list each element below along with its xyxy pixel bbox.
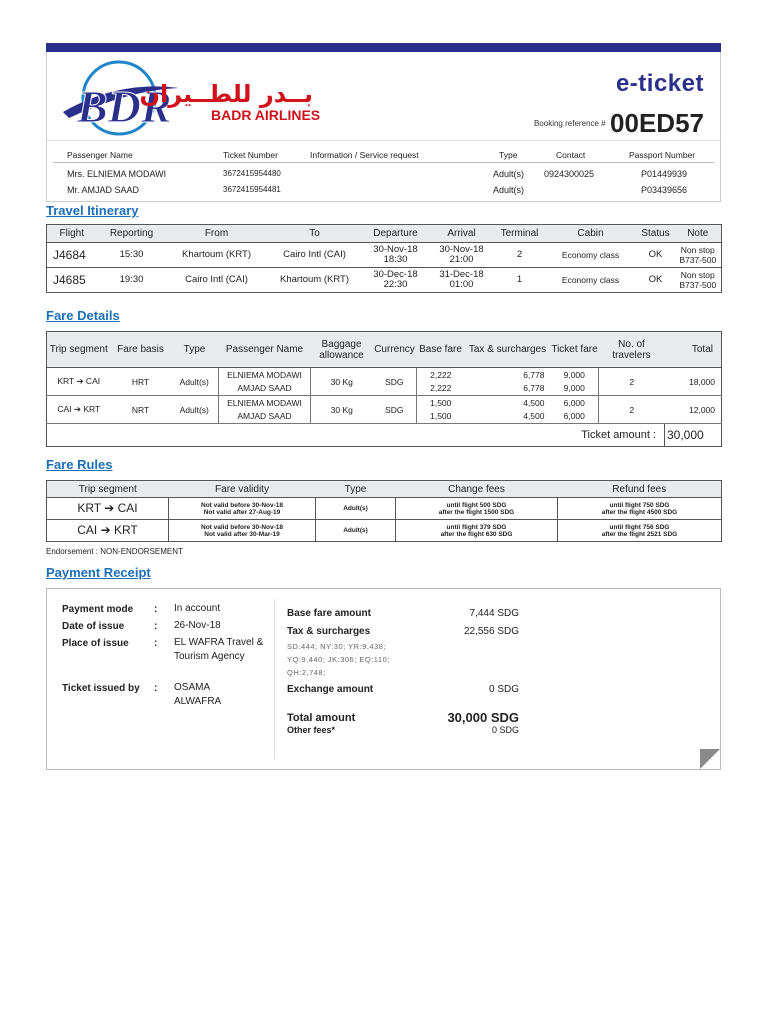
base-fare-amount-value: 7,444 SDG <box>469 608 519 619</box>
ticket-number: 3672415954480 <box>223 169 281 178</box>
passenger-row <box>47 169 720 181</box>
rules-row <box>47 520 722 542</box>
passenger-name: ELNIEMA MODAWI <box>219 368 311 382</box>
terminal: 2 <box>495 243 545 268</box>
refund-fees <box>558 498 722 520</box>
cabin: Economy class <box>545 243 637 268</box>
col-note: Note <box>675 225 722 243</box>
fare-type: Adult(s) <box>171 396 219 424</box>
fare-rules-table <box>46 480 722 542</box>
place-of-issue-value: EL WAFRA Travel & Tourism Agency <box>174 637 264 662</box>
baggage: 30 Kg <box>311 396 373 424</box>
base-fare: 1,500 <box>430 411 452 422</box>
to-airport: Khartoum (KRT) <box>267 268 363 293</box>
fare-rules-heading: Fare Rules <box>46 457 113 472</box>
ticket-amount-row <box>47 424 722 447</box>
col-type: Type <box>316 481 396 498</box>
reporting-time: 15:30 <box>97 243 167 268</box>
travel-itinerary-heading: Travel Itinerary <box>46 203 139 218</box>
fee-line: after the flight 1500 SDG <box>438 508 515 516</box>
passenger-type: Adult(s) <box>493 169 525 179</box>
booking-ref-value: 00ED57 <box>610 108 704 138</box>
fee-line: until flight 379 SDG <box>446 523 507 531</box>
passenger-row <box>47 185 720 197</box>
payment-receipt-box <box>46 588 721 770</box>
col-trip-segment: Trip segment <box>47 481 169 498</box>
base-fare-amount-label: Base fare amount <box>287 608 371 619</box>
change-fees <box>396 520 558 542</box>
booking-reference <box>534 108 704 139</box>
col-fare-validity: Fare validity <box>169 481 316 498</box>
currency: SDG <box>373 396 417 424</box>
passenger-table <box>46 140 721 202</box>
place-of-issue-label: Place of issue <box>62 638 129 649</box>
col-type: Type <box>171 332 219 368</box>
date-of-issue-label: Date of issue <box>62 621 125 632</box>
fare-validity <box>169 520 316 542</box>
exchange-amount-label: Exchange amount <box>287 684 374 695</box>
note-line: Non stop <box>680 270 715 280</box>
itinerary-header-row <box>47 225 722 243</box>
tax-surcharges-label: Tax & surcharges <box>287 626 371 637</box>
arrival <box>429 243 495 268</box>
logo-bdr-text: BDR <box>77 81 172 132</box>
ticket-amount-value: 30,000 <box>665 424 722 447</box>
validity-line: Not valid before 30-Nov-18 <box>201 501 283 509</box>
separator: : <box>154 604 158 615</box>
departure-time: 22:30 <box>383 279 408 290</box>
status: OK <box>637 243 675 268</box>
itinerary-row <box>47 243 722 268</box>
col-contact: Contact <box>556 150 586 160</box>
col-to: To <box>267 225 363 243</box>
page-fold-icon <box>700 749 720 769</box>
terminal: 1 <box>495 268 545 293</box>
fee-line: until flight 756 SDG <box>609 523 670 531</box>
col-ticket-number: Ticket Number <box>223 150 278 160</box>
departure-time: 18:30 <box>383 254 408 265</box>
col-currency: Currency <box>373 332 417 368</box>
tax-breakdown: SD:444; NY:30; YR:9,438; YQ:9,440; JK:306; EQ:110; QH:2,748; <box>287 642 390 677</box>
fare-basis: NRT <box>111 396 171 424</box>
col-total: Total <box>665 332 722 368</box>
validity-line: Not valid after 27-Aug-19 <box>203 508 281 516</box>
rules-header-row <box>47 481 722 498</box>
passenger-table-header <box>47 150 720 162</box>
rule-type: Adult(s) <box>316 498 396 520</box>
exchange-amount-value: 0 SDG <box>488 684 519 695</box>
payment-mode-label: Payment mode <box>62 604 134 615</box>
flight-number: J4684 <box>47 243 97 268</box>
col-ticket-fare: Ticket fare <box>551 332 599 368</box>
arrival-date: 31-Dec-18 <box>439 269 484 280</box>
passenger-name: Mr. AMJAD SAAD <box>67 185 140 195</box>
top-bar <box>46 43 721 52</box>
payment-receipt-heading: Payment Receipt <box>46 565 151 580</box>
badr-airlines-logo <box>59 60 359 144</box>
flight-number: J4685 <box>47 268 97 293</box>
reporting-time: 19:30 <box>97 268 167 293</box>
fare-basis: HRT <box>111 368 171 396</box>
departure-date: 30-Dec-18 <box>373 269 418 280</box>
tax-surcharges-value: 22,556 SDG <box>463 626 519 637</box>
e-ticket-page <box>46 43 721 735</box>
booking-ref-label: Booking reference # <box>533 119 606 128</box>
col-departure: Departure <box>363 225 429 243</box>
itinerary-table <box>46 224 722 293</box>
departure <box>363 243 429 268</box>
departure-date: 30-Nov-18 <box>373 244 418 255</box>
fee-line: until flight 500 SDG <box>446 501 507 509</box>
brand-arabic-name: بــدر للطــيران <box>139 80 313 108</box>
ticket-amount-label: Ticket amount : <box>47 424 665 447</box>
baggage: 30 Kg <box>311 368 373 396</box>
tax-surcharges: 4,500 <box>523 411 545 422</box>
col-baggage: Baggage allowance <box>311 332 373 368</box>
fare-row <box>47 368 722 382</box>
travelers: 2 <box>599 396 665 424</box>
rule-type: Adult(s) <box>316 520 396 542</box>
from-airport: Cairo Intl (CAI) <box>167 268 267 293</box>
other-fees-value: 0 SDG <box>491 725 519 735</box>
separator: : <box>154 638 158 649</box>
trip-segment: CAI ➔ KRT <box>47 396 111 424</box>
validity-line: Not valid after 30-Mar-19 <box>204 530 280 538</box>
col-flight: Flight <box>47 225 97 243</box>
fare-details-table <box>46 331 722 447</box>
refund-fees <box>558 520 722 542</box>
fare-type: Adult(s) <box>171 368 219 396</box>
trip-segment: KRT ➔ CAI <box>47 368 111 396</box>
brand-name: BADR AIRLINES <box>211 107 321 123</box>
to-airport: Cairo Intl (CAI) <box>267 243 363 268</box>
total-amount-label: Total amount <box>287 712 356 724</box>
col-terminal: Terminal <box>495 225 545 243</box>
total-amount-value: 30,000 SDG <box>447 710 519 725</box>
validity-line: Not valid before 30-Nov-18 <box>201 523 283 531</box>
fee-line: after the flight 2521 SDG <box>601 530 678 538</box>
note-line: B737-500 <box>679 280 717 290</box>
fee-line: after the flight 4500 SDG <box>601 508 678 516</box>
other-fees-label: Other fees* <box>287 725 336 735</box>
fare-row <box>47 396 722 410</box>
col-from: From <box>167 225 267 243</box>
col-trip-segment: Trip segment <box>47 332 111 368</box>
endorsement: Endorsement : NON-ENDORSEMENT <box>46 547 183 556</box>
cabin: Economy class <box>545 268 637 293</box>
col-arrival: Arrival <box>429 225 495 243</box>
row-total: 18,000 <box>665 368 722 396</box>
col-tax: Tax & surcharges <box>465 332 551 368</box>
departure <box>363 268 429 293</box>
passenger-name: AMJAD SAAD <box>219 382 311 396</box>
col-travelers: No. of travelers <box>599 332 665 368</box>
tax-surcharges: 4,500 <box>465 396 551 410</box>
fee-line: after the flight 630 SDG <box>440 530 513 538</box>
ticket-fare: 6,000 <box>551 410 599 424</box>
fare-header-row <box>47 332 722 368</box>
passenger-name: Mrs. ELNIEMA MODAWI <box>67 169 167 179</box>
fare-validity <box>169 498 316 520</box>
tax-surcharges: 6,778 <box>465 368 551 382</box>
row-total: 12,000 <box>665 396 722 424</box>
base-fare: 2,222 <box>430 383 452 394</box>
change-fees <box>396 498 558 520</box>
note <box>675 268 722 293</box>
tax-surcharges: 6,778 <box>523 383 545 394</box>
ticket-header <box>46 52 721 140</box>
document-title: e-ticket <box>615 70 704 97</box>
col-base-fare: Base fare <box>417 332 465 368</box>
col-cabin: Cabin <box>545 225 637 243</box>
trip-segment: KRT ➔ CAI <box>47 498 169 520</box>
ticket-issued-by-label: Ticket issued by <box>62 683 140 694</box>
fare-details-heading: Fare Details <box>46 308 120 323</box>
trip-segment: CAI ➔ KRT <box>47 520 169 542</box>
status: OK <box>637 268 675 293</box>
travelers: 2 <box>599 368 665 396</box>
passenger-name: AMJAD SAAD <box>219 410 311 424</box>
divider <box>53 162 714 163</box>
base-fare: 2,222 <box>417 368 465 382</box>
col-refund-fees: Refund fees <box>558 481 722 498</box>
col-passenger-name: Passenger Name <box>219 332 311 368</box>
note <box>675 243 722 268</box>
arrival-date: 30-Nov-18 <box>439 244 484 255</box>
fee-line: until flight 750 SDG <box>609 501 670 509</box>
itinerary-row <box>47 268 722 293</box>
col-information: Information / Service request <box>310 150 419 160</box>
currency: SDG <box>373 368 417 396</box>
arrival-time: 21:00 <box>449 254 474 265</box>
note-line: Non stop <box>680 245 715 255</box>
base-fare: 1,500 <box>417 396 465 410</box>
col-type: Type <box>499 150 518 160</box>
col-passport: Passport Number <box>629 150 696 160</box>
ticket-number: 3672415954481 <box>223 185 281 194</box>
note-line: B737-500 <box>679 255 717 265</box>
passport-number: P03439656 <box>641 185 688 195</box>
passport-number: P01449939 <box>641 169 688 179</box>
ticket-fare: 9,000 <box>551 382 599 396</box>
ticket-issued-by-value: OSAMA ALWAFRA <box>174 682 222 707</box>
from-airport: Khartoum (KRT) <box>167 243 267 268</box>
date-of-issue-value: 26-Nov-18 <box>174 620 221 631</box>
col-passenger-name: Passenger Name <box>67 150 133 160</box>
arrival <box>429 268 495 293</box>
separator: : <box>154 683 158 694</box>
arrival-time: 01:00 <box>449 279 474 290</box>
passenger-type: Adult(s) <box>493 185 525 195</box>
col-status: Status <box>637 225 675 243</box>
ticket-fare: 6,000 <box>551 396 599 410</box>
col-fare-basis: Fare basis <box>111 332 171 368</box>
receipt-divider <box>274 599 275 759</box>
separator: : <box>154 621 158 632</box>
ticket-fare: 9,000 <box>551 368 599 382</box>
passenger-contact: 0924300025 <box>544 169 595 179</box>
col-change-fees: Change fees <box>396 481 558 498</box>
col-reporting: Reporting <box>97 225 167 243</box>
payment-mode-value: In account <box>174 603 221 614</box>
rules-row <box>47 498 722 520</box>
passenger-name: ELNIEMA MODAWI <box>219 396 311 410</box>
